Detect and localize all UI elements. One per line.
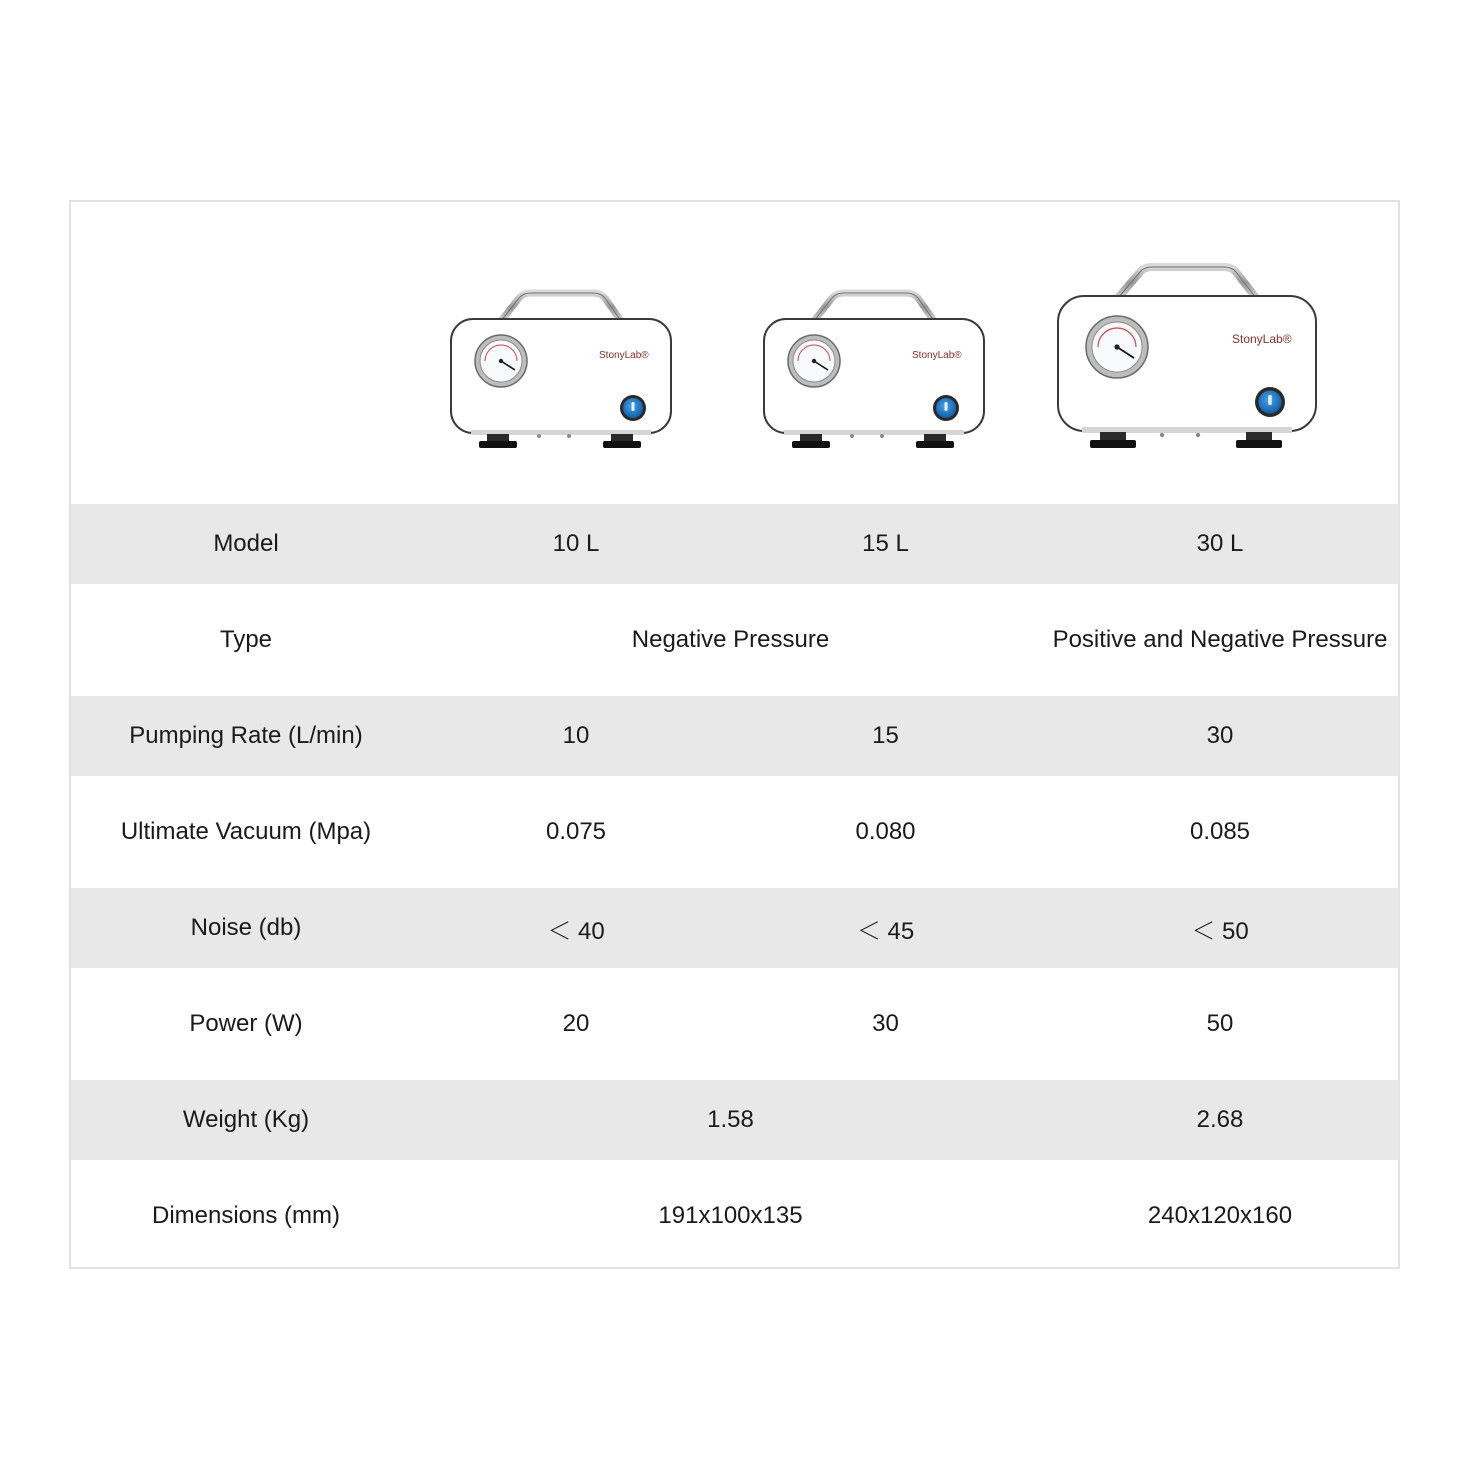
brand-label: StonyLab®: [912, 350, 962, 361]
cell-noise-15l: ＜ 45: [731, 888, 1040, 968]
cell-noise-30l: ＜ 50: [1040, 888, 1400, 968]
spec-table: [71, 504, 1400, 1269]
cell-weight-10l-15l: 1.58: [421, 1080, 1040, 1160]
cell-model-10l: 10 L: [421, 504, 731, 584]
product-images-row: [71, 202, 1398, 504]
cell-model-15l: 15 L: [731, 504, 1040, 584]
cell-noise-10l: ＜ 40: [421, 888, 731, 968]
cell-dimensions-10l-15l: 191x100x135: [421, 1160, 1040, 1269]
spec-comparison-card: [69, 200, 1400, 1269]
cell-ultimate-vacuum-30l: 0.085: [1040, 776, 1400, 888]
cell-power-10l: 20: [421, 968, 731, 1080]
row-dimensions: [71, 1160, 1400, 1269]
row-power: [71, 968, 1400, 1080]
row-label-dimensions: Dimensions (mm): [71, 1160, 421, 1269]
cell-pumping-rate-30l: 30: [1040, 696, 1400, 776]
power-switch-icon: [620, 395, 646, 421]
pump-image-15l: [762, 290, 984, 452]
pressure-gauge-icon: [475, 335, 527, 387]
vacuum-pump-icon: [449, 290, 671, 452]
cell-weight-30l: 2.68: [1040, 1080, 1400, 1160]
row-pumping-rate: [71, 696, 1400, 776]
pressure-gauge-icon: [788, 335, 840, 387]
row-label-ultimate-vacuum: Ultimate Vacuum (Mpa): [71, 776, 421, 888]
row-ultimate-vacuum: [71, 776, 1400, 888]
pump-image-30l: [1056, 264, 1318, 452]
row-label-power: Power (W): [71, 968, 421, 1080]
cell-power-30l: 50: [1040, 968, 1400, 1080]
vacuum-pump-icon: [762, 290, 984, 452]
row-weight: [71, 1080, 1400, 1160]
cell-model-30l: 30 L: [1040, 504, 1400, 584]
cell-power-15l: 30: [731, 968, 1040, 1080]
row-label-noise: Noise (db): [71, 888, 421, 968]
brand-label: StonyLab®: [599, 350, 649, 361]
row-label-pumping-rate: Pumping Rate (L/min): [71, 696, 421, 776]
pump-image-10l: [449, 290, 671, 452]
cell-type-30l: Positive and Negative Pressure: [1040, 584, 1400, 696]
cell-dimensions-30l: 240x120x160: [1040, 1160, 1400, 1269]
cell-pumping-rate-10l: 10: [421, 696, 731, 776]
row-model: [71, 504, 1400, 584]
row-label-type: Type: [71, 584, 421, 696]
power-switch-icon: [1255, 387, 1285, 417]
power-switch-icon: [933, 395, 959, 421]
cell-type-10l-15l: Negative Pressure: [421, 584, 1040, 696]
cell-ultimate-vacuum-10l: 0.075: [421, 776, 731, 888]
row-label-weight: Weight (Kg): [71, 1080, 421, 1160]
row-type: [71, 584, 1400, 696]
row-noise: [71, 888, 1400, 968]
cell-pumping-rate-15l: 15: [731, 696, 1040, 776]
cell-ultimate-vacuum-15l: 0.080: [731, 776, 1040, 888]
vacuum-pump-icon: [1056, 264, 1318, 452]
pressure-gauge-icon: [1086, 316, 1148, 378]
row-label-model: Model: [71, 504, 421, 584]
brand-label: StonyLab®: [1232, 332, 1292, 346]
